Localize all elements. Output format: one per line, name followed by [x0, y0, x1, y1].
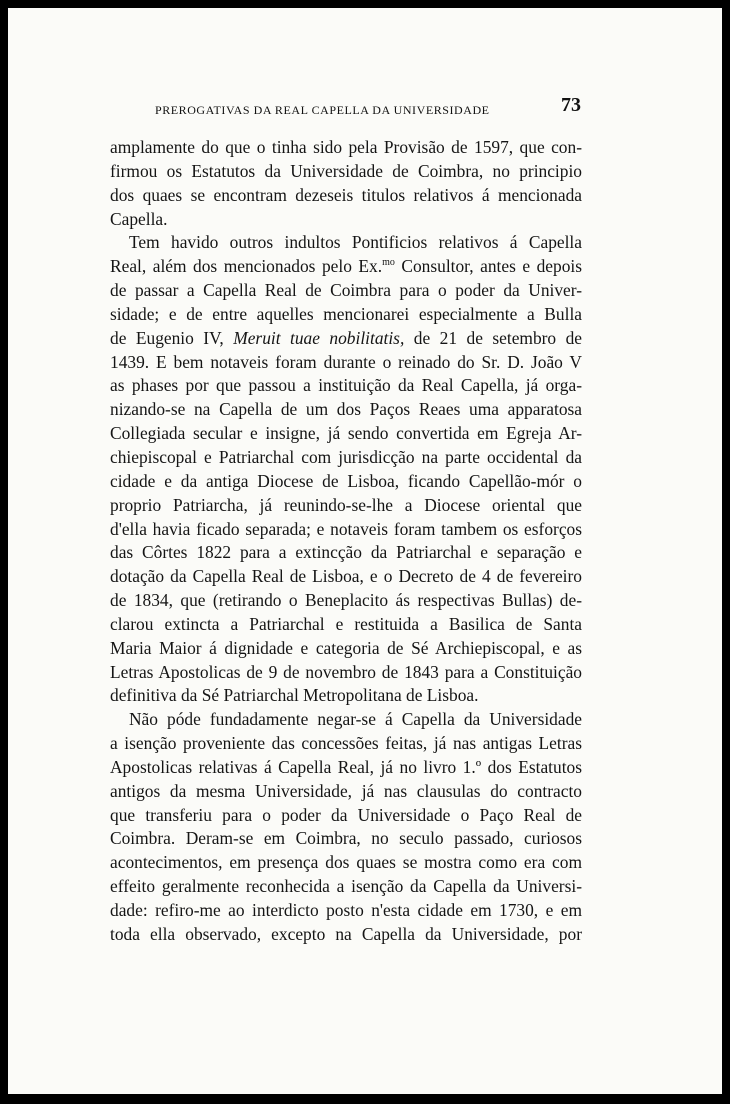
text-line: Apostolicas relativas á Capella Real, já no livro 1.º dos Estatutos [110, 756, 582, 777]
text-line: firmou os Estatutos da Universidade de Coimbra, no principio [110, 160, 582, 181]
text-line: Não póde fundadamente negar-se á Capella da Universidade [129, 709, 582, 730]
text-line: de Eugenio IV, Meruit tuae nobilitatis, de 21 de setembro de [110, 327, 582, 348]
text-line: Real, além dos mencionados pelo Ex.$^{mo}$ Consultor, antes e depois [110, 256, 582, 277]
text-line: antigos da mesma Universidade, já nas clausulas do contracto [110, 780, 582, 801]
book-page [8, 8, 722, 1094]
text-line: a isenção proveniente das concessões feitas, já nas antigas Letras [110, 733, 582, 754]
text-line: Coimbra. Deram-se em Coimbra, no seculo passado, curiosos [110, 828, 582, 849]
text-line: dotação da Capella Real de Lisboa, e o Decreto de 4 de fevereiro [110, 566, 582, 587]
text-line: de passar a Capella Real de Coimbra para o poder da Univer- [110, 280, 582, 301]
text-line: Collegiada secular e insigne, já sendo convertida em Egreja Ar- [110, 423, 582, 444]
text-line: de 1834, que (retirando o Beneplacito ás respectivas Bullas) de- [110, 590, 582, 611]
text-line: amplamente do que o tinha sido pela Provisão de 1597, que con- [110, 137, 582, 157]
text-line: dade: refiro-me ao interdicto posto n'esta cidade em 1730, e em [110, 900, 582, 920]
text-line: clarou extincta a Patriarchal e restituida a Basilica de Santa [110, 613, 582, 634]
text-line: das Côrtes 1822 para a extincção da Patriarchal e separação e [110, 542, 582, 563]
text-line: acontecimentos, em presença dos quaes se mostra como era com [110, 852, 582, 873]
text-line: cidade e da antiga Diocese de Lisboa, ficando Capellão-mór o [110, 470, 582, 491]
text-line: 1439. E bem notaveis foram durante o reinado do Sr. D. João V [110, 351, 582, 372]
text-line: effeito geralmente reconhecida a isenção da Capella da Universi- [110, 876, 582, 897]
text-line: dos quaes se encontram dezeseis titulos relativos á mencionada [110, 184, 582, 205]
text-line: sidade; e de entre aquelles mencionarei especialmente a Bulla [110, 303, 582, 324]
body-text [110, 136, 582, 947]
text-line: chiepiscopal e Patriarchal com jurisdicção na parte occidental da [110, 446, 582, 467]
text-line: Letras Apostolicas de 9 de novembro de 1843 para a Constituição [110, 661, 582, 682]
text-line: Tem havido outros indultos Pontificios relativos á Capella [129, 232, 582, 253]
page-number: 73 [561, 94, 581, 116]
running-title: PREROGATIVAS DA REAL CAPELLA DA UNIVERSIDADE [155, 103, 490, 117]
text-line: toda ella observado, excepto na Capella da Universidade, por [110, 923, 582, 944]
text-line: d'ella havia ficado separada; e notaveis foram tambem os esforços [110, 518, 582, 539]
page-header [155, 93, 581, 123]
text-line: proprio Patriarcha, já reunindo-se-lhe a Diocese oriental que [110, 494, 582, 515]
text-line: as phases por que passou a instituição da Real Capella, já orga- [110, 375, 582, 396]
text-line: definitiva da Sé Patriarchal Metropolitana de Lisboa. [110, 685, 479, 706]
text-line: Capella. [110, 208, 168, 229]
text-line: Maria Maior á dignidade e categoria de Sé Archiepiscopal, e as [110, 637, 582, 658]
text-line: que transferiu para o poder da Universidade o Paço Real de [110, 804, 582, 825]
bulla-title: Meruit tuae nobilitatis, [233, 327, 405, 348]
text-line: nizando-se na Capella de um dos Paços Reaes uma apparatosa [110, 399, 582, 420]
